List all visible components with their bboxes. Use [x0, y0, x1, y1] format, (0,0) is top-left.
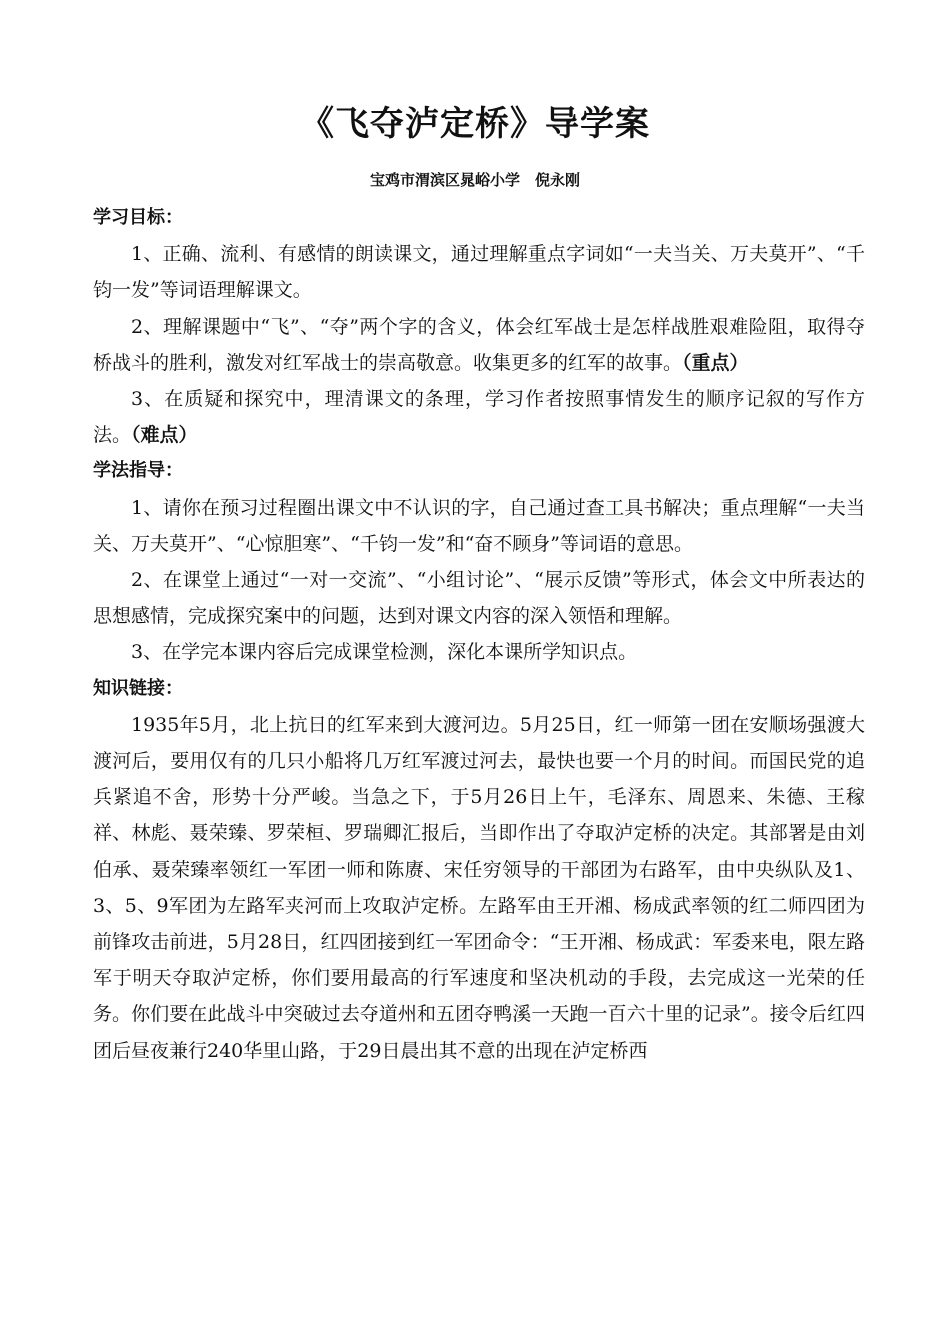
document-title: 《飞夺泸定桥》导学案 [300, 104, 650, 144]
goal-text: 1、正确、流利、有感情的朗读课文，通过理解重点字词如“一夫当关、万夫莫开”、“千钧一发”等词语理解课文。 [93, 243, 865, 302]
author-line: 宝鸡市渭滨区晁峪小学 倪永刚 [369, 171, 580, 189]
knowledge-paragraph: 1935年5月，北上抗日的红军来到大渡河边。5月25日，红一师第一团在安顺场强渡大渡河后，要用仅有的几只小船将几万红军渡过河去，最快也要一个月的时间。而国民党的追兵紧追不舍，形势十分严峻。当急之下，于5月26日上午，毛泽东、周恩来、朱德、王稼祥、林彪、聂荣臻、罗荣桓、罗瑞卿汇报后，当即作出了夺取泸定桥的决定。其部署是由刘伯承、聂荣臻率领红一军团一师和陈赓、宋任穷领导的干部团为右路军，由中央纵队及1、3、5、9军团为左路军夹河而上攻取泸定桥。左路军由王开湘、杨成武率领的红二师四团为前锋攻击前进，5月28日，红四团接到红一军团命令：“王开湘、杨成武：军委来电，限左路军于明天夺取泸定桥，你们要用最高的行军速度和坚决机动的手段，去完成这一光荣的任务。你们要在此战斗中突破过去夺道州和五团夺鸭溪一天跑一百六十里的记录”。接令后红四团后昼夜兼行240华里山路，于29日晨出其不意的出现在泸定桥西 [93, 713, 865, 1062]
goals-heading: 学习目标： [93, 207, 183, 228]
key-point-tag: （重点） [682, 351, 749, 374]
goal-text: 3、在质疑和探究中，理清课文的条理，学习作者按照事情发生的顺序记叙的写作方法。 [93, 388, 865, 447]
method-item-1: 1、请你在预习过程圈出课文中不认识的字，自己通过查工具书解决；重点理解“一夫当关、万夫莫开”、“心惊胆寒”、“千钧一发”和“奋不顾身”等词语的意思。 [93, 496, 865, 555]
method-item-3: 3、在学完本课内容后完成课堂检测，深化本课所学知识点。 [131, 641, 638, 664]
method-item-2: 2、在课堂上通过“一对一交流”、“小组讨论”、“展示反馈”等形式，体会文中所表达的思想感情，完成探究案中的问题，达到对课文内容的深入领悟和理解。 [93, 569, 865, 628]
document-body [93, 200, 865, 1069]
goal-text: 2、理解课题中“飞”、“夺”两个字的含义，体会红军战士是怎样战胜艰难险阻，取得夺桥战斗的胜利，激发对红军战士的崇高敬意。收集更多的红军的故事。 [93, 315, 865, 374]
knowledge-heading: 知识链接： [93, 677, 183, 699]
goal-item-2 [93, 309, 865, 381]
goal-item-1 [93, 236, 865, 308]
difficult-point-tag: （难点） [131, 424, 198, 447]
methods-heading: 学法指导： [93, 460, 183, 482]
goal-item-3 [93, 381, 865, 453]
